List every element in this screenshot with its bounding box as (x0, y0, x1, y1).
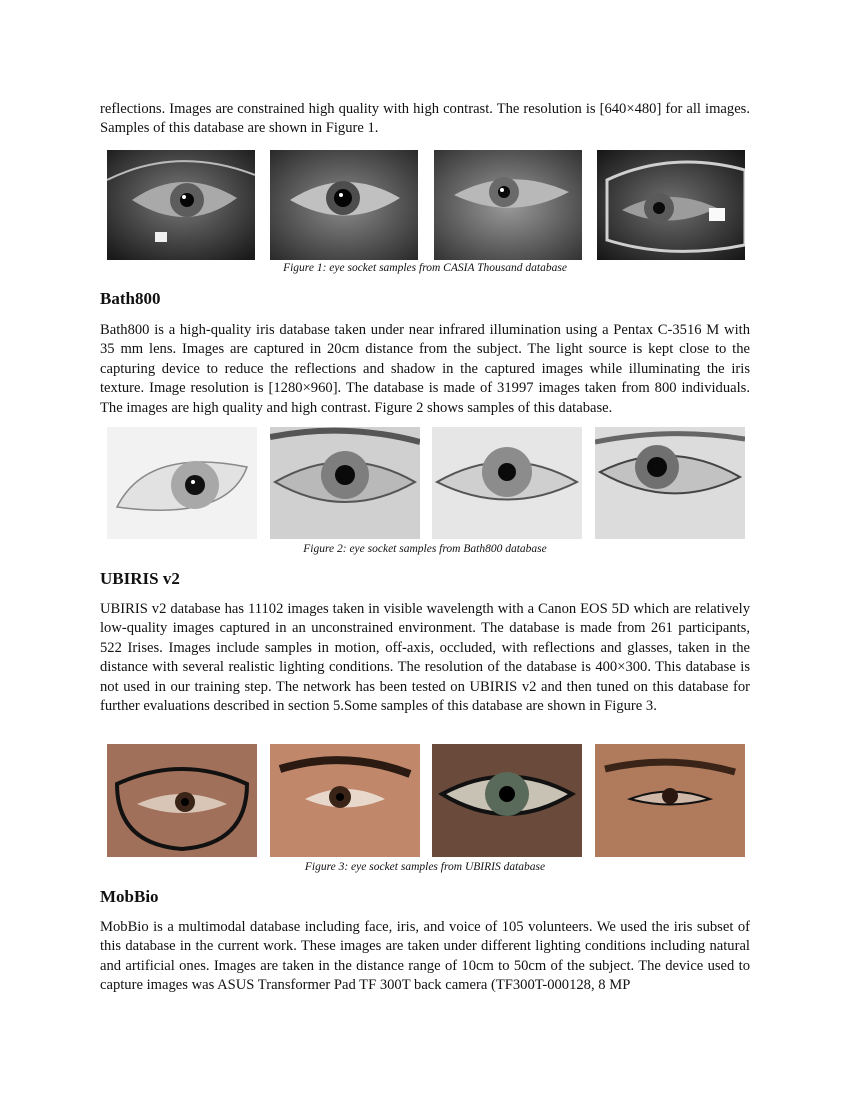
eye-sample-image (432, 427, 582, 539)
figure-2-caption: Figure 2: eye socket samples from Bath800 database (303, 543, 547, 555)
ubiris-heading: UBIRIS v2 (100, 569, 180, 588)
figure-3-caption: Figure 3: eye socket samples from UBIRIS database (304, 861, 546, 873)
eye-sample-image (107, 744, 257, 857)
bath800-heading: Bath800 (100, 289, 161, 308)
figure-2-images (107, 427, 745, 539)
bath800-paragraph: Bath800 is a high-quality iris database taken under near infrared illumination using a Pentax C-3516 M with 35 mm lens. Images are captured in 20cm distance from the subject. The light source is kept close to the capturing device to reduce the reflections and shadow in the captured images while illuminating the iris texture. Image resolution is [1280×960]. The database is made of 31997 images taken from 800 individuals. The images are high quality and high contrast. Figure 2 shows samples of this database. (100, 322, 750, 416)
eye-sample-image (270, 427, 420, 539)
eye-sample-image (595, 427, 745, 539)
figure-1-images (107, 150, 745, 260)
eye-sample-image (597, 150, 745, 260)
eye-sample-image (595, 744, 745, 857)
figure-1-caption: Figure 1: eye socket samples from CASIA Thousand database (283, 262, 567, 274)
ubiris-paragraph: UBIRIS v2 database has 11102 images taken in visible wavelength with a Canon EOS 5D which are relatively low-quality images captured in an unconstrained environment. The database is made from 261 participants, 522 Irises. Images include samples in motion, off-axis, occluded, with reflections and glasses, taken in the distance with several realistic lighting conditions. The resolution of the database is 400×300. This database is not used in our training step. The network has been tested on UBIRIS v2 and then tuned on this database for further evaluations described in section 5.Some samples of this database are shown in Figure 3. (100, 601, 750, 715)
eye-sample-image (107, 427, 257, 539)
eye-sample-image (270, 150, 418, 260)
eye-sample-image (432, 744, 582, 857)
intro-paragraph: reflections. Images are constrained high quality with high contrast. The resolution is [640×480] for all images. Samples of this database are shown in Figure 1. (100, 101, 750, 137)
mobbio-paragraph: MobBio is a multimodal database including face, iris, and voice of 105 volunteers. We used the iris subset of this database in the current work. These images are taken under different lighting conditions including natural and artificial ones. Images are taken in the distance range of 10cm to 50cm of the subject. The device used to capture images was ASUS Transformer Pad TF 300T back camera (TF300T-000128, 8 MP (100, 919, 750, 994)
eye-sample-image (434, 150, 582, 260)
mobbio-heading: MobBio (100, 887, 159, 906)
eye-sample-image (107, 150, 255, 260)
eye-sample-image (270, 744, 420, 857)
figure-3-images (107, 744, 745, 857)
